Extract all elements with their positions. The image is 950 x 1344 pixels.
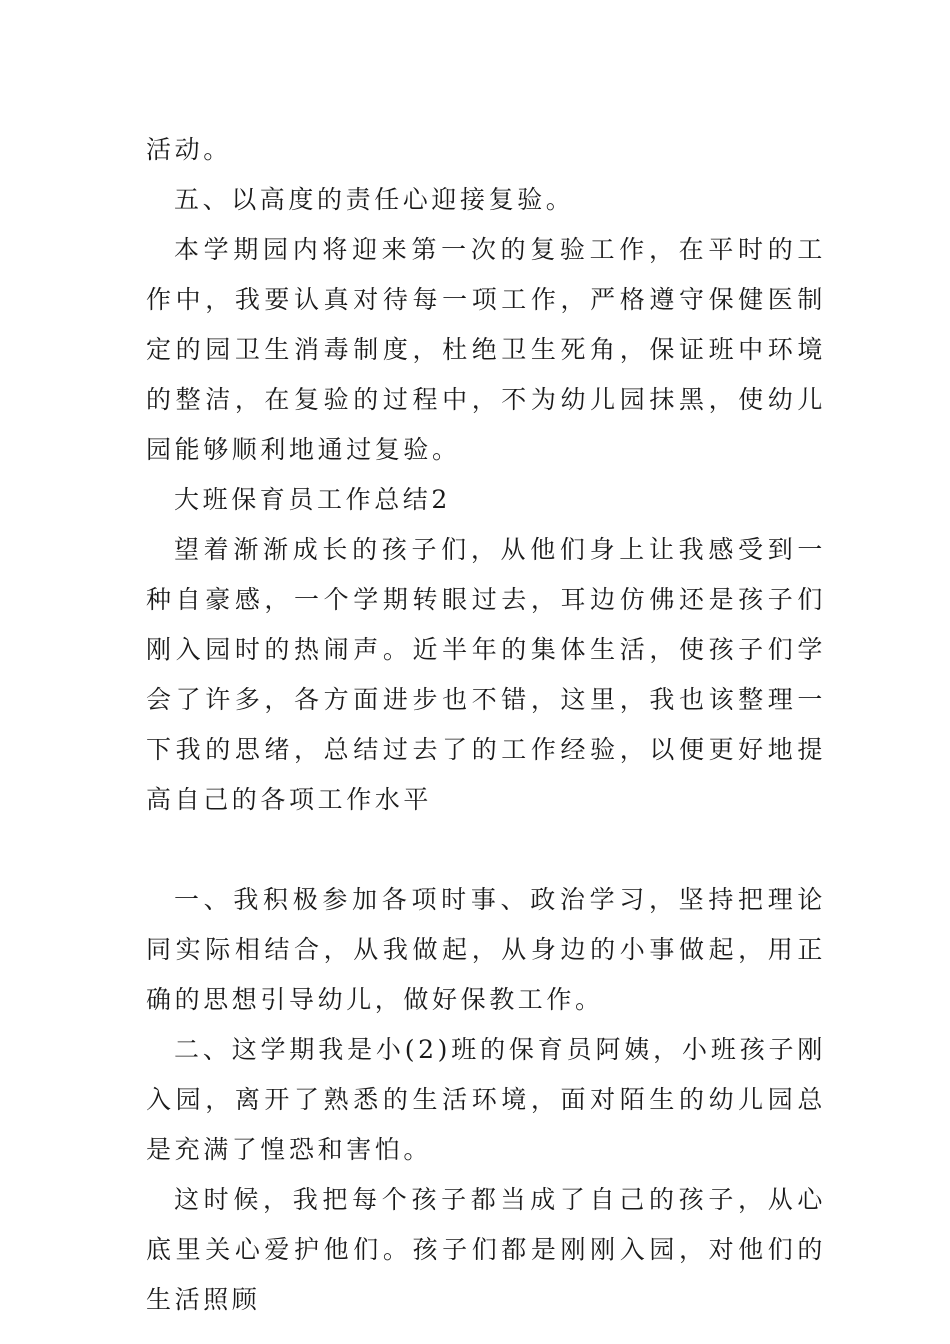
paragraph-intro: 望着渐渐成长的孩子们，从他们身上让我感受到一种自豪感，一个学期转眼过去，耳边仿佛还是孩子们刚入园时的热闹声。近半年的集体生活，使孩子们学会了许多，各方面进步也不错，这里，我也该整理一下我的思绪，总结过去了的工作经验，以便更好地提高自己的各项工作水平 [146,535,826,814]
blank-line [146,825,826,875]
paragraph-review-work: 本学期园内将迎来第一次的复验工作，在平时的工作中，我要认真对待每一项工作，严格遵守保健医制定的园卫生消毒制度，杜绝卫生死角，保证班中环境的整洁，在复验的过程中，不为幼儿园抹黑，使幼儿园能够顺利地通过复验。 [146,235,826,464]
heading-summary-2: 大班保育员工作总结2 [174,485,451,514]
paragraph-1: 活动。 [146,135,232,164]
document-body [146,125,826,1325]
paragraph-point-two: 二、这学期我是小(2)班的保育员阿姨，小班孩子刚入园，离开了熟悉的生活环境，面对陌生的幼儿园总是充满了惶恐和害怕。 [146,1035,826,1164]
heading-section-five: 五、以高度的责任心迎接复验。 [174,185,575,214]
paragraph-care: 这时候，我把每个孩子都当成了自己的孩子，从心底里关心爱护他们。孩子们都是刚刚入园，对他们的生活照顾 [146,1185,826,1314]
paragraph-point-one: 一、我积极参加各项时事、政治学习，坚持把理论同实际相结合，从我做起，从身边的小事做起，用正确的思想引导幼儿，做好保教工作。 [146,885,826,1014]
